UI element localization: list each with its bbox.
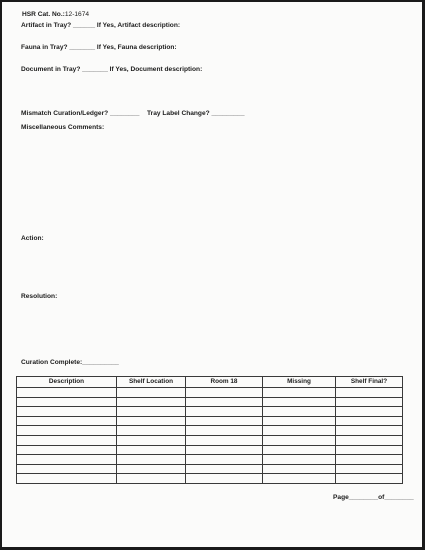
curation-complete-label: Curation Complete:__________ — [21, 359, 119, 366]
table-cell — [336, 416, 403, 426]
fauna-question: Fauna in Tray? _______ If Yes, Fauna description: — [21, 44, 177, 51]
table-row — [17, 445, 403, 455]
table-row — [17, 397, 403, 407]
tray-label-question: Tray Label Change? _________ — [147, 110, 245, 117]
table-cell — [17, 407, 117, 417]
table-cell — [336, 426, 403, 436]
table-cell — [186, 397, 263, 407]
table-header-row — [17, 377, 403, 388]
table-cell — [336, 474, 403, 484]
artifact-question: Artifact in Tray? ______ If Yes, Artifact description: — [21, 22, 181, 29]
table-cell — [186, 407, 263, 417]
table-cell — [263, 407, 336, 417]
header-room-18: Room 18 — [186, 377, 263, 388]
table-cell — [263, 416, 336, 426]
table-cell — [117, 455, 186, 465]
document-question: Document in Tray? _______ If Yes, Document description: — [21, 66, 203, 73]
table-cell — [117, 464, 186, 474]
table-cell — [336, 435, 403, 445]
table-cell — [117, 407, 186, 417]
table-cell — [186, 445, 263, 455]
action-label: Action: — [21, 235, 44, 242]
table-cell — [186, 464, 263, 474]
table-cell — [117, 416, 186, 426]
table-cell — [263, 474, 336, 484]
page-number-footer: Page________of________ — [333, 494, 414, 501]
table-cell — [263, 435, 336, 445]
table-cell — [17, 455, 117, 465]
table-cell — [336, 397, 403, 407]
table-cell — [263, 464, 336, 474]
table-cell — [17, 464, 117, 474]
table-row — [17, 388, 403, 398]
table-cell — [117, 388, 186, 398]
table-cell — [336, 407, 403, 417]
table-cell — [186, 455, 263, 465]
table-cell — [336, 445, 403, 455]
table-cell — [117, 397, 186, 407]
table-cell — [17, 388, 117, 398]
table-cell — [263, 445, 336, 455]
resolution-label: Resolution: — [21, 293, 58, 300]
table-cell — [17, 426, 117, 436]
table-cell — [263, 397, 336, 407]
table-cell — [117, 426, 186, 436]
table-cell — [186, 416, 263, 426]
table-cell — [17, 416, 117, 426]
table-row — [17, 455, 403, 465]
table-cell — [17, 397, 117, 407]
table-cell — [117, 435, 186, 445]
table-cell — [17, 435, 117, 445]
curation-log-table — [16, 376, 403, 484]
table-cell — [336, 388, 403, 398]
table-row — [17, 426, 403, 436]
table-row — [17, 407, 403, 417]
header-shelf-final: Shelf Final? — [336, 377, 403, 388]
table-cell — [263, 388, 336, 398]
table-cell — [186, 388, 263, 398]
catalog-number-label: HSR Cat. No.: — [22, 11, 65, 18]
table-cell — [17, 445, 117, 455]
table-cell — [186, 474, 263, 484]
catalog-number-value: 12-1674 — [64, 11, 90, 18]
table-cell — [117, 445, 186, 455]
catalog-number — [22, 11, 89, 19]
table-cell — [17, 474, 117, 484]
table-cell — [186, 435, 263, 445]
table-cell — [117, 474, 186, 484]
table-row — [17, 435, 403, 445]
table-row — [17, 464, 403, 474]
header-description: Description — [17, 377, 117, 388]
table-cell — [186, 426, 263, 436]
table-cell — [263, 426, 336, 436]
header-missing: Missing — [263, 377, 336, 388]
table-cell — [336, 464, 403, 474]
table-cell — [263, 455, 336, 465]
table-cell — [336, 455, 403, 465]
misc-comments-label: Miscellaneous Comments: — [21, 124, 105, 131]
header-shelf-location: Shelf Location — [117, 377, 186, 388]
mismatch-question: Mismatch Curation/Ledger? ________ — [21, 110, 140, 117]
table-row — [17, 416, 403, 426]
table-row — [17, 474, 403, 484]
